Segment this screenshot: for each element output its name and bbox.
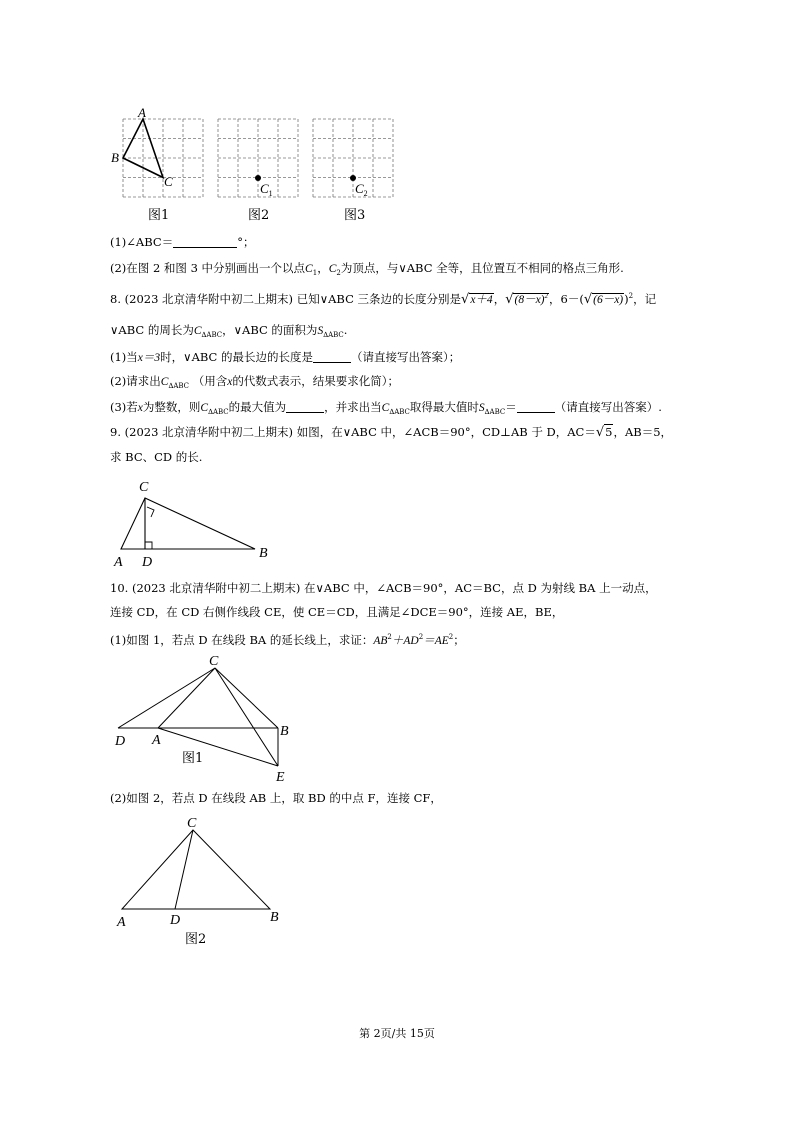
q8-line1: 8. (2023 北京清华附中初二上期末) 已知∨ABC 三条边的长度分别是√x＋4，$√(8-x)^2$，$6-(√(6-x))^2$，记 (110, 292, 657, 307)
q10f2-label-d: D (170, 913, 181, 928)
q9-line2: 求 BC、CD 的长. (110, 450, 203, 464)
q10f2-label-a: A (117, 915, 126, 930)
q10-line2: 连接 CD，在 CD 右侧作线段 CE，使 CE＝CD，且满足∠DCE＝90°，连接 AE，BE， (110, 605, 564, 619)
q9-label-a: A (114, 555, 123, 570)
q10f1-label-a: A (152, 733, 161, 748)
q10f2-caption: 图2 (185, 932, 207, 947)
q7-part2: (2)在图 2 和图 3 中分别画出一个以点$C_1$，$C_2$为顶点，与∨ABC 全等，且位置互不相同的格点三角形. (110, 261, 624, 277)
q10f1-caption: 图1 (182, 751, 204, 766)
fig3-caption: 图3 (344, 208, 366, 223)
fig1-label-a: A (138, 105, 146, 120)
q9-label-c: C (139, 480, 149, 495)
q10f2-label-b: B (270, 910, 279, 925)
q10f1-label-d: D (115, 734, 126, 749)
q9-right-angle-d (145, 542, 152, 549)
fig1-label-c: C (164, 174, 173, 189)
q10f2-label-c: C (187, 816, 197, 831)
answer-blank[interactable] (286, 400, 324, 413)
q10f1-label-c: C (209, 654, 219, 669)
fig1-label-b: B (111, 150, 119, 165)
q10-figure1 (105, 648, 305, 788)
q9-label-b: B (259, 546, 268, 561)
q10-line1: 10. (2023 北京清华附中初二上期末) 在∨ABC 中，∠ACB＝90°，AC＝BC，点 D 为射线 BA 上一动点， (110, 581, 657, 595)
q10-figure2 (105, 812, 305, 952)
q9-line1: 9. (2023 北京清华附中初二上期末) 如图，在∨ABC 中，∠ACB＝90°，CD⊥AB 于 D，AC＝√5，AB＝5， (110, 425, 673, 440)
q8-part2: (2)请求出$C_{\Delta ABC}$ （用含x的代数式表示，结果要求化简）； (110, 374, 400, 390)
answer-blank[interactable] (517, 400, 555, 413)
fig1-caption: 图1 (148, 208, 170, 223)
q8-part1: (1)当x＝3时，∨ABC 的最长边的长度是 （请直接写出答案）； (110, 350, 461, 364)
q10-part2: (2)如图 2，若点 D 在线段 AB 上，取 BD 的中点 F，连接 CF， (110, 791, 442, 805)
fig2-caption: 图2 (248, 208, 270, 223)
q9-triangle (121, 498, 255, 549)
q9-right-angle-c (147, 507, 154, 517)
q7-part1: (1)∠ABC＝ °； (110, 235, 255, 249)
grid-figures (100, 100, 410, 225)
answer-blank[interactable] (313, 350, 351, 363)
q8-line2: ∨ABC 的周长为$C_{\Delta ABC}$，∨ABC 的面积为$S_{\Delta ABC}$. (110, 323, 348, 339)
q8-part3: (3)若x为整数，则$C_{\Delta ABC}$的最大值为 ，并求出当$C_{\Delta ABC}$取得最大值时$S_{\Delta ABC}=$ （请直接写出答案）. (110, 400, 662, 416)
q9-figure (105, 475, 285, 570)
q10f1-label-b: B (280, 724, 289, 739)
answer-blank[interactable] (173, 235, 237, 248)
fig2-point-label: $C_1$ (260, 181, 273, 198)
q9-label-d: D (142, 555, 153, 570)
triangle-abc (123, 119, 163, 178)
q10-part1: (1)如图 1，若点 D 在线段 BA 的延长线上，求证：$AB^2+AD^2=AE^2$； (110, 633, 465, 647)
page-footer: 第 2页/共 15页 (359, 1027, 435, 1040)
grid-3 (313, 119, 393, 197)
grid-1 (123, 119, 203, 197)
q10f1-label-e: E (276, 770, 285, 785)
grid-2 (218, 119, 298, 197)
fig3-point-label: $C_2$ (355, 181, 368, 198)
